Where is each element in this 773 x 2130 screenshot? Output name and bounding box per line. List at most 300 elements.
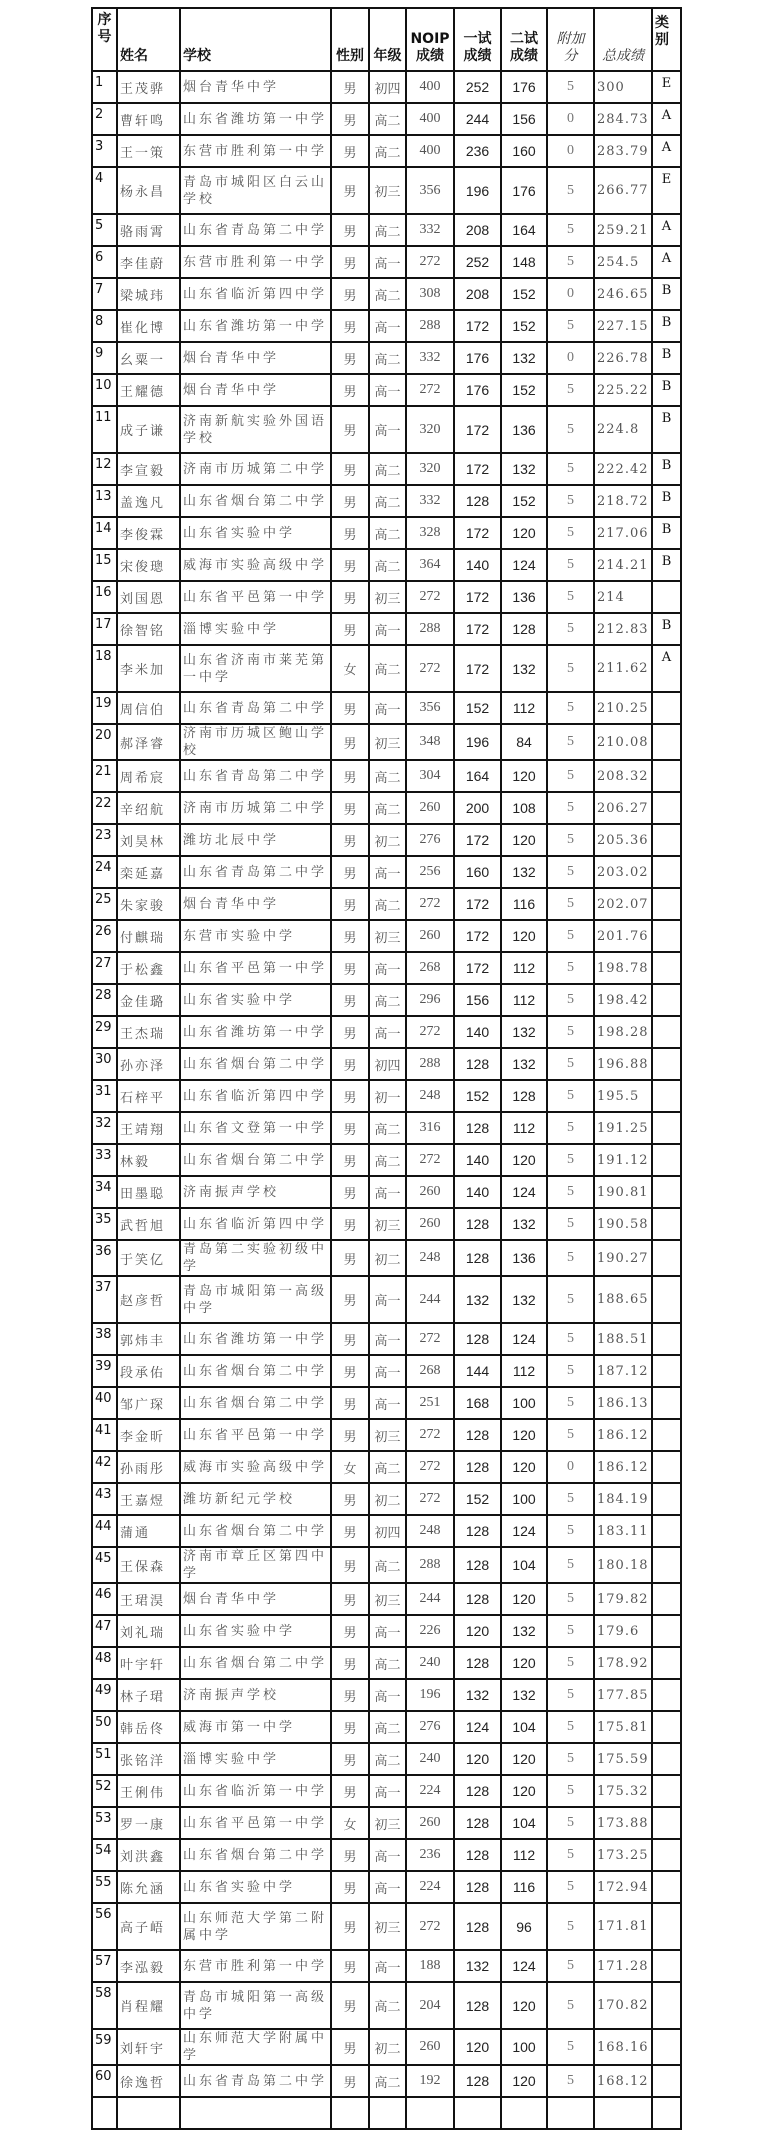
cell-round1: 172 xyxy=(454,517,501,549)
cell-school: 东营市实验中学 xyxy=(180,920,331,952)
cell-noip: 320 xyxy=(406,406,454,453)
cell-noip: 328 xyxy=(406,517,454,549)
cell-total: 168.16 xyxy=(594,2029,652,2065)
cell-round2: 124 xyxy=(501,549,547,581)
cell-bonus: 5 xyxy=(547,760,594,792)
cell-category xyxy=(652,1839,681,1871)
cell-gender: 女 xyxy=(331,645,369,692)
cell-name: 徐智铭 xyxy=(117,613,180,645)
cell-category xyxy=(652,920,681,952)
cell-round1: 128 xyxy=(454,1583,501,1615)
cell-round1: 172 xyxy=(454,613,501,645)
cell-grade: 高二 xyxy=(369,214,406,246)
cell-seq: 25 xyxy=(92,888,117,920)
cell-round2: 120 xyxy=(501,1451,547,1483)
table-row xyxy=(92,1839,681,1871)
cell-grade: 高二 xyxy=(369,1711,406,1743)
cell-school: 山东省青岛第二中学 xyxy=(180,856,331,888)
empty-cell xyxy=(369,2097,406,2129)
cell-name: 盖逸凡 xyxy=(117,485,180,517)
cell-name: 叶宇轩 xyxy=(117,1647,180,1679)
cell-round1: 120 xyxy=(454,1743,501,1775)
table-row xyxy=(92,278,681,310)
cell-round2: 104 xyxy=(501,1711,547,1743)
cell-school: 东营市胜利第一中学 xyxy=(180,135,331,167)
cell-gender: 男 xyxy=(331,1679,369,1711)
cell-round2: 116 xyxy=(501,888,547,920)
cell-bonus: 5 xyxy=(547,792,594,824)
cell-gender: 男 xyxy=(331,1871,369,1903)
cell-name: 辛绍航 xyxy=(117,792,180,824)
cell-total: 171.81 xyxy=(594,1903,652,1950)
cell-gender: 男 xyxy=(331,1483,369,1515)
cell-round1: 128 xyxy=(454,1323,501,1355)
cell-total: 214.21 xyxy=(594,549,652,581)
cell-round1: 140 xyxy=(454,1016,501,1048)
cell-noip: 226 xyxy=(406,1615,454,1647)
cell-school: 山东省实验中学 xyxy=(180,517,331,549)
cell-school: 济南市历城区鲍山学校 xyxy=(180,724,331,760)
cell-gender: 男 xyxy=(331,246,369,278)
cell-name: 段承佑 xyxy=(117,1355,180,1387)
cell-school: 山东省烟台第二中学 xyxy=(180,1387,331,1419)
cell-seq: 47 xyxy=(92,1615,117,1647)
cell-round1: 128 xyxy=(454,1871,501,1903)
cell-round2: 160 xyxy=(501,135,547,167)
cell-noip: 244 xyxy=(406,1276,454,1323)
cell-gender: 男 xyxy=(331,1387,369,1419)
cell-bonus: 5 xyxy=(547,1982,594,2029)
cell-bonus: 5 xyxy=(547,1276,594,1323)
cell-gender: 男 xyxy=(331,214,369,246)
cell-total: 254.5 xyxy=(594,246,652,278)
empty-cell xyxy=(652,2097,681,2129)
cell-bonus: 5 xyxy=(547,214,594,246)
cell-total: 266.77 xyxy=(594,167,652,214)
cell-name: 蒲通 xyxy=(117,1515,180,1547)
cell-bonus: 5 xyxy=(547,310,594,342)
cell-category xyxy=(652,1176,681,1208)
cell-seq: 57 xyxy=(92,1950,117,1982)
cell-name: 赵彦哲 xyxy=(117,1276,180,1323)
cell-round2: 136 xyxy=(501,406,547,453)
cell-grade: 高一 xyxy=(369,1839,406,1871)
cell-seq: 38 xyxy=(92,1323,117,1355)
cell-seq: 40 xyxy=(92,1387,117,1419)
cell-noip: 244 xyxy=(406,1583,454,1615)
cell-school: 山东省平邑第一中学 xyxy=(180,1807,331,1839)
cell-school: 山东省潍坊第一中学 xyxy=(180,1016,331,1048)
cell-bonus: 5 xyxy=(547,517,594,549)
header-gender: 性别 xyxy=(331,8,369,71)
cell-total: 177.85 xyxy=(594,1679,652,1711)
cell-category xyxy=(652,1144,681,1176)
cell-school: 山东省潍坊第一中学 xyxy=(180,103,331,135)
cell-school: 山东省烟台第二中学 xyxy=(180,1144,331,1176)
cell-grade: 高一 xyxy=(369,1355,406,1387)
cell-grade: 初三 xyxy=(369,920,406,952)
cell-category xyxy=(652,1240,681,1276)
cell-gender: 男 xyxy=(331,724,369,760)
cell-round2: 124 xyxy=(501,1176,547,1208)
cell-round1: 168 xyxy=(454,1387,501,1419)
cell-bonus: 5 xyxy=(547,888,594,920)
cell-round1: 132 xyxy=(454,1950,501,1982)
cell-gender: 男 xyxy=(331,278,369,310)
cell-bonus: 5 xyxy=(547,1775,594,1807)
table-row xyxy=(92,824,681,856)
cell-total: 188.51 xyxy=(594,1323,652,1355)
cell-total: 210.08 xyxy=(594,724,652,760)
cell-total: 210.25 xyxy=(594,692,652,724)
cell-noip: 224 xyxy=(406,1871,454,1903)
empty-cell xyxy=(406,2097,454,2129)
cell-gender: 男 xyxy=(331,1647,369,1679)
cell-grade: 高二 xyxy=(369,485,406,517)
cell-name: 付麒瑞 xyxy=(117,920,180,952)
cell-category: A xyxy=(652,645,681,692)
empty-cell xyxy=(117,2097,180,2129)
cell-total: 246.65 xyxy=(594,278,652,310)
cell-round2: 136 xyxy=(501,1240,547,1276)
cell-seq: 9 xyxy=(92,342,117,374)
cell-seq: 32 xyxy=(92,1112,117,1144)
cell-total: 183.11 xyxy=(594,1515,652,1547)
cell-bonus: 5 xyxy=(547,856,594,888)
cell-round1: 128 xyxy=(454,485,501,517)
table-row xyxy=(92,1647,681,1679)
cell-gender: 男 xyxy=(331,888,369,920)
cell-category: B xyxy=(652,517,681,549)
cell-noip: 260 xyxy=(406,1176,454,1208)
cell-gender: 男 xyxy=(331,517,369,549)
table-row xyxy=(92,1048,681,1080)
cell-seq: 14 xyxy=(92,517,117,549)
cell-seq: 42 xyxy=(92,1451,117,1483)
cell-noip: 248 xyxy=(406,1080,454,1112)
cell-category xyxy=(652,1615,681,1647)
cell-total: 217.06 xyxy=(594,517,652,549)
cell-grade: 高二 xyxy=(369,1547,406,1583)
cell-school: 烟台青华中学 xyxy=(180,888,331,920)
cell-grade: 高一 xyxy=(369,1387,406,1419)
cell-gender: 男 xyxy=(331,760,369,792)
cell-grade: 高一 xyxy=(369,310,406,342)
cell-seq: 15 xyxy=(92,549,117,581)
cell-round2: 112 xyxy=(501,1839,547,1871)
cell-round1: 172 xyxy=(454,888,501,920)
cell-noip: 296 xyxy=(406,984,454,1016)
cell-name: 孙亦泽 xyxy=(117,1048,180,1080)
table-row xyxy=(92,167,681,214)
empty-row xyxy=(92,2097,681,2129)
cell-round1: 128 xyxy=(454,1240,501,1276)
cell-bonus: 5 xyxy=(547,246,594,278)
cell-round2: 152 xyxy=(501,374,547,406)
cell-gender: 男 xyxy=(331,581,369,613)
cell-name: 王杰瑞 xyxy=(117,1016,180,1048)
cell-round1: 252 xyxy=(454,71,501,103)
table-row xyxy=(92,246,681,278)
cell-noip: 260 xyxy=(406,2029,454,2065)
cell-round1: 172 xyxy=(454,952,501,984)
cell-bonus: 5 xyxy=(547,824,594,856)
cell-noip: 276 xyxy=(406,1711,454,1743)
cell-gender: 男 xyxy=(331,1323,369,1355)
table-row xyxy=(92,1451,681,1483)
cell-total: 212.83 xyxy=(594,613,652,645)
cell-name: 王耀德 xyxy=(117,374,180,406)
cell-category xyxy=(652,888,681,920)
cell-total: 175.32 xyxy=(594,1775,652,1807)
cell-round2: 100 xyxy=(501,2029,547,2065)
cell-bonus: 5 xyxy=(547,1711,594,1743)
cell-school: 山东师范大学附属中学 xyxy=(180,2029,331,2065)
cell-total: 195.5 xyxy=(594,1080,652,1112)
cell-name: 王俐伟 xyxy=(117,1775,180,1807)
cell-seq: 7 xyxy=(92,278,117,310)
cell-noip: 272 xyxy=(406,1903,454,1950)
cell-category xyxy=(652,792,681,824)
table-row xyxy=(92,952,681,984)
cell-school: 济南市历城第二中学 xyxy=(180,792,331,824)
cell-grade: 高二 xyxy=(369,103,406,135)
cell-total: 186.12 xyxy=(594,1419,652,1451)
cell-seq: 43 xyxy=(92,1483,117,1515)
cell-grade: 高一 xyxy=(369,692,406,724)
table-row xyxy=(92,214,681,246)
cell-category xyxy=(652,692,681,724)
cell-school: 山东省烟台第二中学 xyxy=(180,1647,331,1679)
cell-school: 威海市第一中学 xyxy=(180,1711,331,1743)
cell-seq: 54 xyxy=(92,1839,117,1871)
cell-category xyxy=(652,724,681,760)
cell-seq: 12 xyxy=(92,453,117,485)
cell-name: 李米加 xyxy=(117,645,180,692)
table-row xyxy=(92,406,681,453)
cell-round1: 128 xyxy=(454,1647,501,1679)
cell-noip: 204 xyxy=(406,1982,454,2029)
cell-grade: 初三 xyxy=(369,1208,406,1240)
cell-name: 刘轩宇 xyxy=(117,2029,180,2065)
cell-noip: 356 xyxy=(406,692,454,724)
cell-name: 邹广琛 xyxy=(117,1387,180,1419)
cell-seq: 6 xyxy=(92,246,117,278)
cell-round1: 152 xyxy=(454,1483,501,1515)
table-row xyxy=(92,1615,681,1647)
cell-noip: 288 xyxy=(406,613,454,645)
table-row xyxy=(92,1323,681,1355)
cell-round1: 128 xyxy=(454,1048,501,1080)
cell-grade: 高二 xyxy=(369,278,406,310)
cell-noip: 272 xyxy=(406,1016,454,1048)
cell-round2: 104 xyxy=(501,1547,547,1583)
cell-school: 山东省实验中学 xyxy=(180,984,331,1016)
cell-round1: 236 xyxy=(454,135,501,167)
cell-grade: 高二 xyxy=(369,1144,406,1176)
cell-total: 190.81 xyxy=(594,1176,652,1208)
cell-total: 198.42 xyxy=(594,984,652,1016)
cell-noip: 332 xyxy=(406,214,454,246)
cell-category xyxy=(652,581,681,613)
cell-round2: 132 xyxy=(501,1016,547,1048)
table-row xyxy=(92,374,681,406)
cell-seq: 3 xyxy=(92,135,117,167)
cell-round1: 196 xyxy=(454,167,501,214)
cell-round2: 120 xyxy=(501,1743,547,1775)
cell-round1: 120 xyxy=(454,2029,501,2065)
cell-category xyxy=(652,1451,681,1483)
header-round2: 二试成绩 xyxy=(501,8,547,71)
cell-total: 180.18 xyxy=(594,1547,652,1583)
cell-round2: 120 xyxy=(501,1144,547,1176)
cell-seq: 46 xyxy=(92,1583,117,1615)
cell-name: 周信伯 xyxy=(117,692,180,724)
cell-seq: 28 xyxy=(92,984,117,1016)
cell-noip: 260 xyxy=(406,920,454,952)
cell-bonus: 5 xyxy=(547,692,594,724)
cell-school: 山东省济南市莱芜第一中学 xyxy=(180,645,331,692)
cell-noip: 260 xyxy=(406,1208,454,1240)
cell-round1: 208 xyxy=(454,278,501,310)
cell-grade: 高二 xyxy=(369,342,406,374)
cell-bonus: 5 xyxy=(547,1515,594,1547)
cell-total: 284.73 xyxy=(594,103,652,135)
cell-noip: 332 xyxy=(406,342,454,374)
cell-round1: 128 xyxy=(454,1903,501,1950)
cell-noip: 272 xyxy=(406,246,454,278)
table-row xyxy=(92,856,681,888)
cell-seq: 18 xyxy=(92,645,117,692)
cell-gender: 男 xyxy=(331,792,369,824)
cell-bonus: 5 xyxy=(547,1839,594,1871)
cell-seq: 10 xyxy=(92,374,117,406)
cell-bonus: 5 xyxy=(547,1176,594,1208)
cell-grade: 高二 xyxy=(369,1982,406,2029)
cell-seq: 27 xyxy=(92,952,117,984)
cell-grade: 高二 xyxy=(369,645,406,692)
cell-round1: 172 xyxy=(454,406,501,453)
header-row xyxy=(92,8,681,71)
cell-seq: 41 xyxy=(92,1419,117,1451)
cell-category xyxy=(652,1647,681,1679)
cell-bonus: 5 xyxy=(547,1419,594,1451)
cell-round1: 120 xyxy=(454,1615,501,1647)
cell-total: 226.78 xyxy=(594,342,652,374)
cell-bonus: 5 xyxy=(547,952,594,984)
cell-round1: 132 xyxy=(454,1276,501,1323)
cell-name: 栾延嘉 xyxy=(117,856,180,888)
cell-name: 高子峿 xyxy=(117,1903,180,1950)
cell-bonus: 5 xyxy=(547,2065,594,2097)
cell-gender: 男 xyxy=(331,1982,369,2029)
cell-name: 郝泽睿 xyxy=(117,724,180,760)
cell-name: 朱家骏 xyxy=(117,888,180,920)
cell-noip: 236 xyxy=(406,1839,454,1871)
cell-grade: 高一 xyxy=(369,1176,406,1208)
cell-bonus: 5 xyxy=(547,1615,594,1647)
table-row xyxy=(92,1775,681,1807)
cell-noip: 272 xyxy=(406,1451,454,1483)
cell-name: 于笑亿 xyxy=(117,1240,180,1276)
cell-round1: 172 xyxy=(454,581,501,613)
empty-cell xyxy=(547,2097,594,2129)
cell-grade: 高二 xyxy=(369,2065,406,2097)
cell-grade: 高二 xyxy=(369,517,406,549)
cell-total: 300 xyxy=(594,71,652,103)
cell-seq: 11 xyxy=(92,406,117,453)
cell-noip: 260 xyxy=(406,792,454,824)
cell-total: 190.58 xyxy=(594,1208,652,1240)
cell-category xyxy=(652,760,681,792)
cell-school: 山东省烟台第二中学 xyxy=(180,1048,331,1080)
cell-category xyxy=(652,1323,681,1355)
table-row xyxy=(92,1355,681,1387)
cell-gender: 男 xyxy=(331,71,369,103)
cell-bonus: 5 xyxy=(547,1807,594,1839)
cell-seq: 60 xyxy=(92,2065,117,2097)
cell-grade: 高一 xyxy=(369,613,406,645)
cell-grade: 初二 xyxy=(369,1240,406,1276)
cell-category: B xyxy=(652,310,681,342)
cell-school: 济南振声学校 xyxy=(180,1679,331,1711)
table-row xyxy=(92,692,681,724)
cell-seq: 8 xyxy=(92,310,117,342)
cell-noip: 288 xyxy=(406,310,454,342)
cell-bonus: 0 xyxy=(547,103,594,135)
cell-bonus: 5 xyxy=(547,374,594,406)
cell-grade: 高一 xyxy=(369,1615,406,1647)
cell-name: 李宣毅 xyxy=(117,453,180,485)
cell-name: 石梓平 xyxy=(117,1080,180,1112)
cell-grade: 高一 xyxy=(369,1950,406,1982)
cell-round2: 120 xyxy=(501,1647,547,1679)
cell-total: 179.6 xyxy=(594,1615,652,1647)
cell-grade: 初三 xyxy=(369,1903,406,1950)
cell-round2: 120 xyxy=(501,824,547,856)
cell-seq: 33 xyxy=(92,1144,117,1176)
cell-round2: 120 xyxy=(501,920,547,952)
cell-total: 211.62 xyxy=(594,645,652,692)
cell-gender: 男 xyxy=(331,1176,369,1208)
cell-name: 郭炜丰 xyxy=(117,1323,180,1355)
cell-round1: 128 xyxy=(454,1982,501,2029)
cell-school: 山东省实验中学 xyxy=(180,1871,331,1903)
cell-name: 王嘉煜 xyxy=(117,1483,180,1515)
cell-grade: 初三 xyxy=(369,1807,406,1839)
cell-name: 刘昊林 xyxy=(117,824,180,856)
cell-bonus: 5 xyxy=(547,1871,594,1903)
cell-total: 259.21 xyxy=(594,214,652,246)
cell-bonus: 5 xyxy=(547,613,594,645)
cell-school: 山东省临沂第四中学 xyxy=(180,278,331,310)
cell-round1: 160 xyxy=(454,856,501,888)
table-row xyxy=(92,1387,681,1419)
empty-cell xyxy=(331,2097,369,2129)
cell-total: 191.25 xyxy=(594,1112,652,1144)
cell-noip: 240 xyxy=(406,1647,454,1679)
cell-seq: 53 xyxy=(92,1807,117,1839)
table-row xyxy=(92,1016,681,1048)
cell-school: 济南市历城第二中学 xyxy=(180,453,331,485)
cell-round1: 156 xyxy=(454,984,501,1016)
cell-total: 227.15 xyxy=(594,310,652,342)
cell-gender: 男 xyxy=(331,1839,369,1871)
cell-category xyxy=(652,1483,681,1515)
cell-round1: 164 xyxy=(454,760,501,792)
cell-seq: 55 xyxy=(92,1871,117,1903)
cell-bonus: 5 xyxy=(547,1144,594,1176)
